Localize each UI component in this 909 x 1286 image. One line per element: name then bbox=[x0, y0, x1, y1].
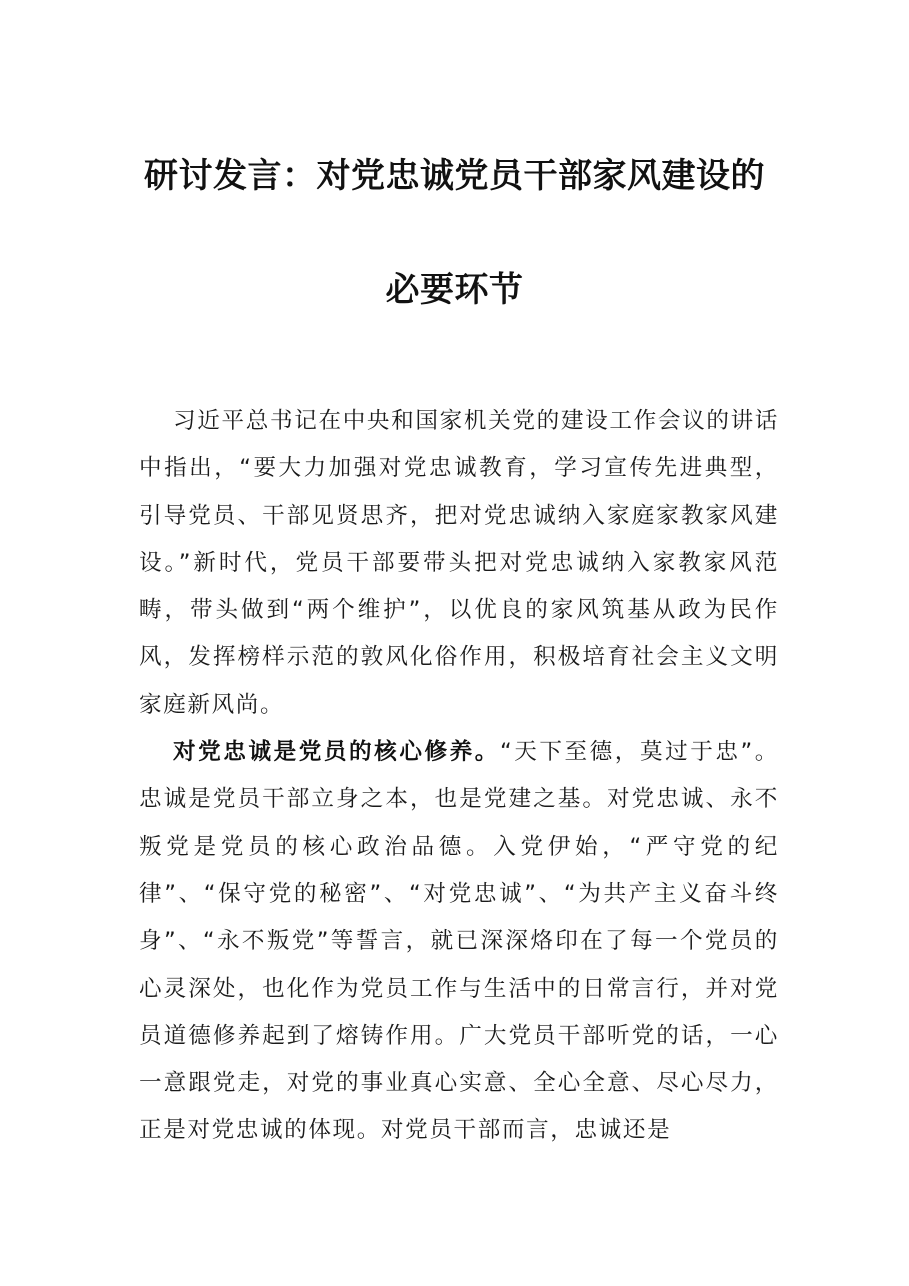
document-title-line-1: 研讨发言：对党忠诚党员干部家风建设的 bbox=[144, 156, 765, 196]
paragraph-2-text: “天下至德，莫过于忠”。忠诚是党员干部立身之本，也是党建之基。对党忠诚、永不叛党是党员的核心政治品德。入党伊始，“严守党的纪律”、“保守党的秘密”、“对党忠诚”、“为共产主义奋斗终身”、“永不叛党”等誓言，就已深深烙印在了每一个党员的心灵深处，也化作为党员工作与生活中的日常言行，并对党员道德修养起到了熔铸作用。广大党员干部听党的话，一心一意跟党走，对党的事业真心实意、全心全意、尽心尽力，正是对党忠诚的体现。对党员干部而言，忠诚还是 bbox=[139, 739, 779, 1144]
paragraph-1 bbox=[139, 398, 779, 729]
document-body bbox=[139, 398, 779, 1155]
paragraph-1-text: 习近平总书记在中央和国家机关党的建设工作会议的讲话中指出，“要大力加强对党忠诚教育，学习宣传先进典型，引导党员、干部见贤思齐，把对党忠诚纳入家庭家教家风建设。”新时代，党员干部要带头把对党忠诚纳入家教家风范畴，带头做到“两个维护”，以优良的家风筑基从政为民作风，发挥榜样示范的敦风化俗作用，积极培育社会主义文明家庭新风尚。 bbox=[139, 408, 779, 718]
document-title-line-2: 必要环节 bbox=[385, 270, 524, 310]
paragraph-2-lead: 对党忠诚是党员的核心修养。 bbox=[173, 739, 500, 766]
paragraph-2 bbox=[139, 729, 779, 1155]
